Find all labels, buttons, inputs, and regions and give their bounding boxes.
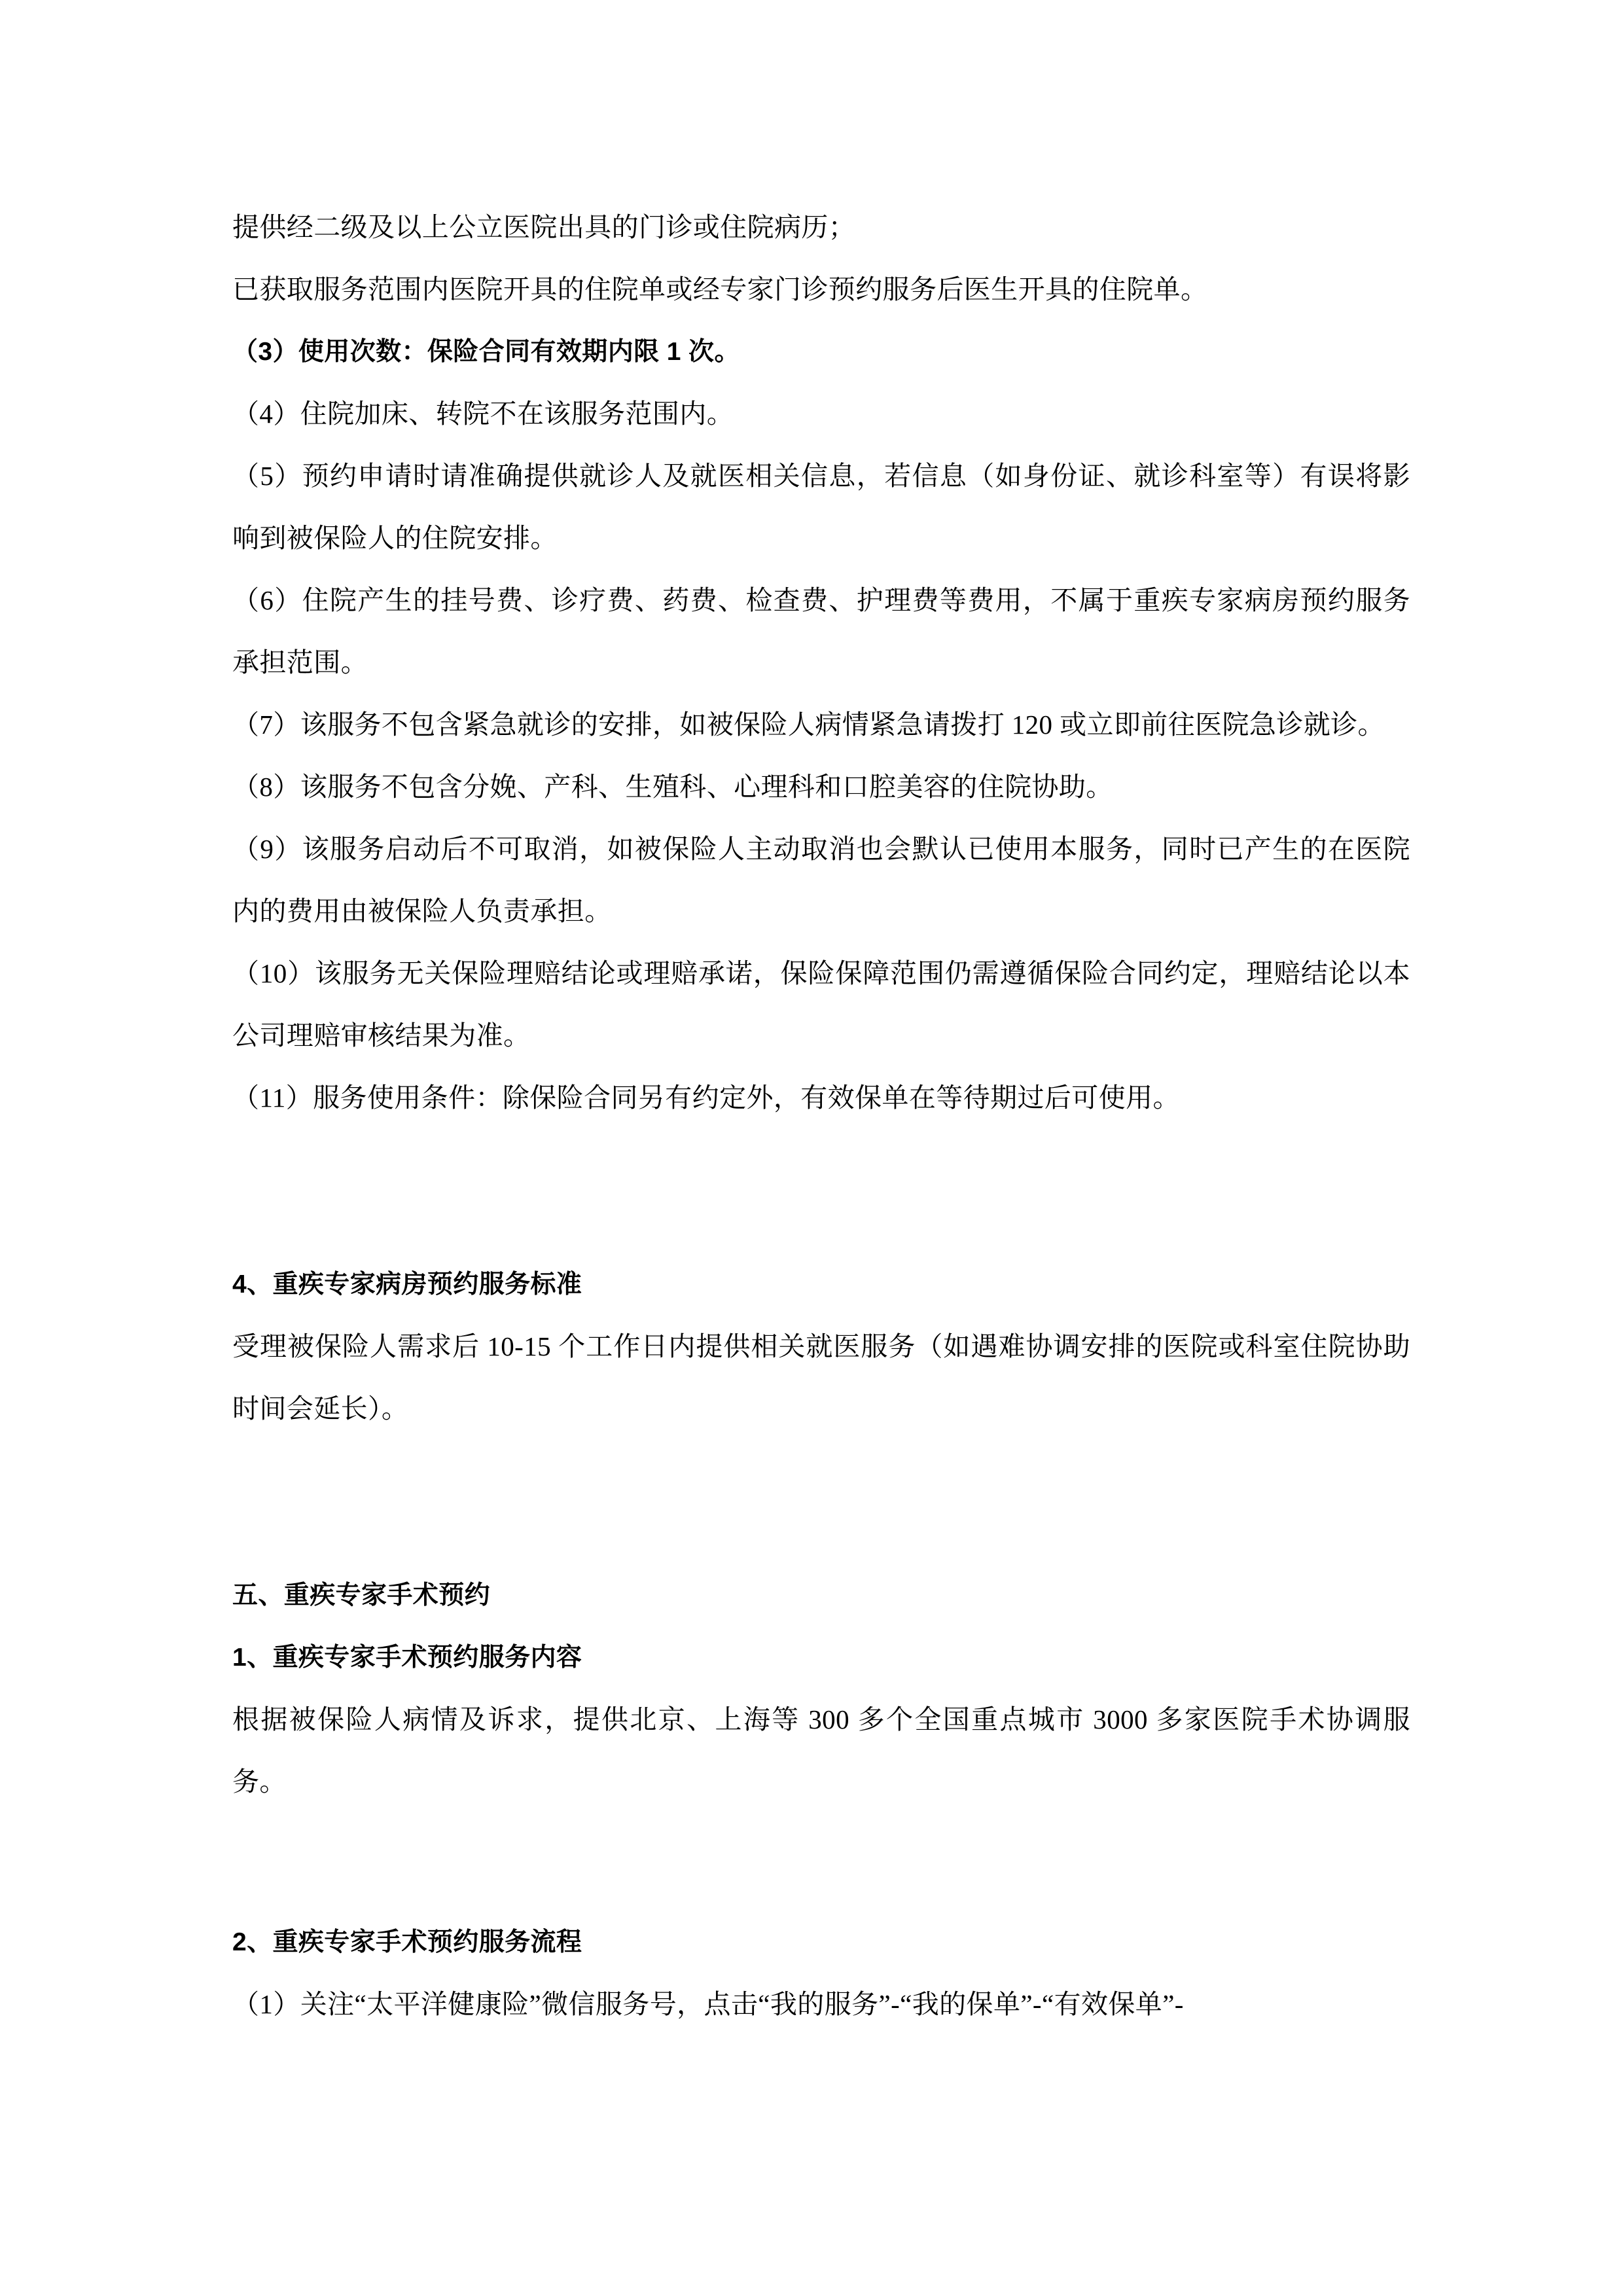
paragraph-admission-slip: 已获取服务范围内医院开具的住院单或经专家门诊预约服务后医生开具的住院单。 xyxy=(232,274,1208,304)
section-gap-2 xyxy=(232,1440,1410,1564)
paragraph-service-content: 根据被保险人病情及诉求，提供北京、上海等 300 多个全国重点城市 3000 多家医院手术协调服务。 xyxy=(232,1704,1410,1797)
paragraph-claims-disclaimer: （10）该服务无关保险理赔结论或理赔承诺，保险保障范围仍需遵循保险合同约定，理赔结论以本公司理赔审核结果为准。 xyxy=(232,958,1410,1050)
paragraph-emergency-excluded: （7）该服务不包含紧急就诊的安排，如被保险人病情紧急请拨打 120 或立即前往医院急诊就诊。 xyxy=(232,709,1385,740)
section-gap-3 xyxy=(232,1813,1410,1911)
paragraph-departments-excluded: （8）该服务不包含分娩、产科、生殖科、心理科和口腔美容的住院协助。 xyxy=(232,772,1113,802)
heading-service-process: 2、重疾专家手术预约服务流程 xyxy=(232,1928,582,1956)
paragraph-usage-conditions: （11）服务使用条件：除保险合同另有约定外，有效保单在等待期过后可使用。 xyxy=(232,1083,1180,1113)
section-gap-1 xyxy=(232,1129,1410,1253)
document-body xyxy=(232,196,1410,2036)
paragraph-extra-bed: （4）住院加床、转院不在该服务范围内。 xyxy=(232,399,734,429)
paragraph-fees-excluded: （6）住院产生的挂号费、诊疗费、药费、检查费、护理费等费用，不属于重疾专家病房预约服务承担范围。 xyxy=(232,585,1410,677)
heading-service-content: 1、重疾专家手术预约服务内容 xyxy=(232,1643,582,1672)
paragraph-usage-count: （3）使用次数：保险合同有效期内限 1 次。 xyxy=(232,338,740,366)
heading-section-five: 五、重疾专家手术预约 xyxy=(232,1581,491,1609)
paragraph-service-process-step1: （1）关注“太平洋健康险”微信服务号，点击“我的服务”-“我的保单”-“有效保单”- xyxy=(232,1989,1184,2019)
paragraph-accurate-info: （5）预约申请时请准确提供就诊人及就医相关信息，若信息（如身份证、就诊科室等）有误将影响到被保险人的住院安排。 xyxy=(232,461,1410,553)
paragraph-no-cancel: （9）该服务启动后不可取消，如被保险人主动取消也会默认已使用本服务，同时已产生的在医院内的费用由被保险人负责承担。 xyxy=(232,834,1410,926)
paragraph-service-standard: 受理被保险人需求后 10-15 个工作日内提供相关就医服务（如遇难协调安排的医院或科室住院协助时间会延长）。 xyxy=(232,1331,1410,1424)
heading-service-standard: 4、重疾专家病房预约服务标准 xyxy=(232,1270,582,1299)
paragraph-provide-records: 提供经二级及以上公立医院出具的门诊或住院病历； xyxy=(232,212,856,242)
